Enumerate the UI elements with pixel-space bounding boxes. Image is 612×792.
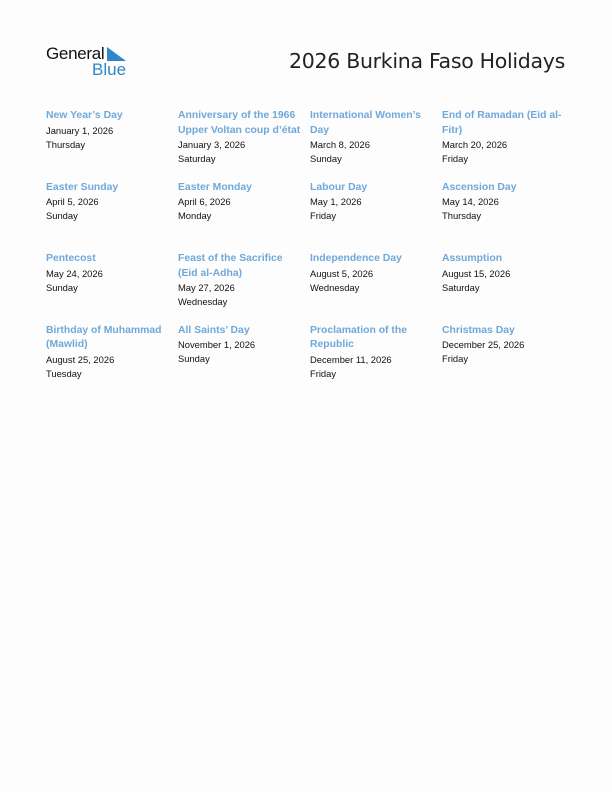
holiday-name: Easter Monday	[178, 181, 252, 193]
holiday-date: January 3, 2026	[178, 139, 246, 150]
holiday-name: Pentecost	[46, 253, 96, 264]
holiday-entry	[178, 109, 310, 181]
holiday-name: Christmas Day	[442, 324, 515, 336]
holiday-weekday: Friday	[310, 367, 337, 379]
holiday-entry	[310, 324, 442, 396]
holiday-name: Birthday of Muhammad (Mawlid)	[46, 324, 162, 350]
holiday-weekday: Monday	[178, 210, 212, 221]
holiday-weekday: Sunday	[46, 281, 78, 293]
holiday-weekday: Sunday	[178, 353, 210, 364]
holiday-date: April 6, 2026	[178, 196, 231, 207]
holiday-weekday: Wednesday	[178, 296, 228, 307]
holiday-entry	[46, 181, 178, 253]
holiday-weekday: Friday	[310, 210, 337, 221]
holiday-date: May 1, 2026	[310, 196, 362, 207]
holiday-entry	[310, 109, 442, 181]
holiday-entry	[178, 324, 310, 396]
holiday-date: January 1, 2026	[46, 124, 114, 136]
holiday-weekday: Friday	[442, 153, 469, 164]
holiday-name: Proclamation of the Republic	[310, 324, 407, 350]
holiday-name: End of Ramadan (Eid al-Fitr)	[442, 110, 562, 136]
holiday-date: November 1, 2026	[178, 339, 256, 350]
holiday-date: May 27, 2026	[178, 282, 235, 293]
holiday-entry	[442, 109, 574, 181]
holiday-weekday: Sunday	[46, 210, 78, 221]
holiday-date: August 5, 2026	[310, 267, 374, 279]
holiday-entry	[310, 252, 442, 324]
holiday-date: August 15, 2026	[442, 267, 511, 279]
holiday-entry	[46, 324, 178, 396]
holiday-entry	[46, 109, 178, 181]
holiday-entry	[442, 252, 574, 324]
holiday-entry	[442, 181, 574, 253]
holiday-weekday: Friday	[442, 353, 469, 364]
holiday-weekday: Saturday	[442, 281, 480, 293]
holiday-name: Feast of the Sacrifice (Eid al-Adha)	[178, 253, 283, 279]
holiday-weekday: Thursday	[442, 210, 482, 221]
holiday-name: Anniversary of the 1966 Upper Voltan coup d’état	[178, 110, 301, 136]
holiday-name: Ascension Day	[442, 181, 517, 193]
holiday-date: May 24, 2026	[46, 267, 103, 279]
holiday-entry	[46, 252, 178, 324]
holiday-name: New Year’s Day	[46, 110, 123, 121]
holiday-weekday: Sunday	[310, 153, 342, 164]
holiday-entry	[178, 252, 310, 324]
holiday-name: Assumption	[442, 253, 503, 264]
holiday-name: All Saints’ Day	[178, 324, 250, 336]
holiday-date: March 20, 2026	[442, 139, 508, 150]
logo-text-general: General	[46, 44, 105, 63]
holiday-date: March 8, 2026	[310, 139, 370, 150]
generalblue-logo	[46, 44, 136, 80]
holiday-name: Independence Day	[310, 253, 402, 264]
holiday-weekday: Saturday	[178, 153, 216, 164]
holiday-date: December 11, 2026	[310, 353, 392, 365]
page-title: 2026 Burkina Faso Holidays	[289, 49, 565, 73]
holiday-name: Labour Day	[310, 181, 368, 193]
holiday-date: April 5, 2026	[46, 196, 99, 207]
holiday-entry	[442, 324, 574, 396]
holiday-grid	[46, 109, 574, 395]
holiday-date: December 25, 2026	[442, 339, 525, 350]
holiday-name: International Women’s Day	[310, 110, 421, 136]
holiday-date: August 25, 2026	[46, 353, 115, 365]
logo-triangle-icon	[107, 47, 126, 61]
holiday-entry	[310, 181, 442, 253]
holiday-weekday: Thursday	[46, 138, 86, 150]
holiday-weekday: Wednesday	[310, 281, 360, 293]
holiday-entry	[178, 181, 310, 253]
holiday-date: May 14, 2026	[442, 196, 499, 207]
holiday-weekday: Tuesday	[46, 367, 82, 379]
holiday-name: Easter Sunday	[46, 181, 119, 193]
logo-text-blue: Blue	[92, 60, 127, 79]
